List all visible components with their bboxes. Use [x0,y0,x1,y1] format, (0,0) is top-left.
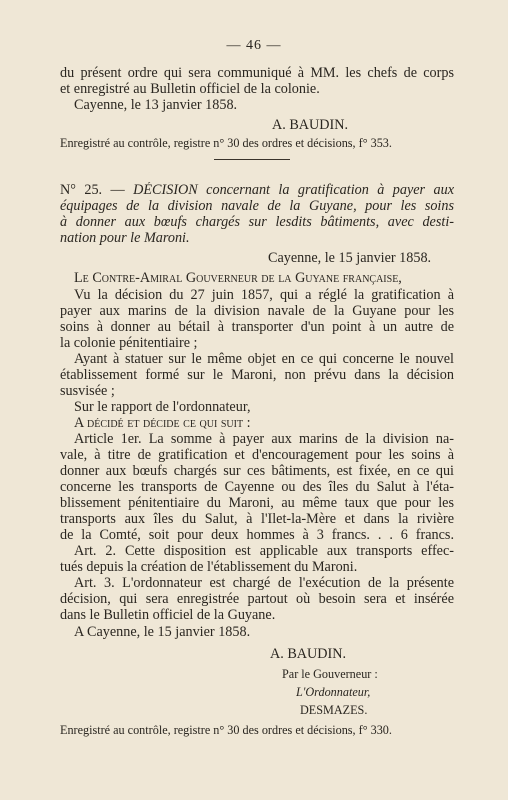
body-line: susvisée ; [60,383,115,399]
body-line: la colonie pénitentiaire ; [60,335,198,351]
body-line: Sur le rapport de l'ordonnateur, [74,399,251,415]
decision-number: N° 25. — [60,182,134,198]
body-line: dans le Bulletin officiel de la Guyane. [60,607,276,623]
place-date: A Cayenne, le 15 janvier 1858. [74,624,251,640]
issuer: Le Contre-Amiral Gouverneur de la Guyane française, [74,270,402,286]
place-date: Cayenne, le 13 janvier 1858. [74,97,238,113]
decision-title-line: nation pour le Maroni. [60,230,190,246]
body-line: concerne les transports de Cayenne ou des îles du Salut à l'éta- [60,479,454,495]
par-le-gouverneur: Par le Gouverneur : [282,667,378,681]
body-line: de la Comté, soit pour deux hommes à 3 francs. . . 6 francs. [60,527,454,543]
page-number: — 46 — [226,38,282,53]
article-3-line: Art. 3. L'ordonnateur est chargé de l'exécution de la présente [74,575,454,591]
body-line: Ayant à statuer sur le même objet en ce qui concerne le nouvel [74,351,454,367]
signature: A. BAUDIN. [272,117,349,133]
body-line: donner aux bœufs chargés sur ces bâtiments, est fixée, en ce qui [60,463,454,479]
signature: A. BAUDIN. [270,646,347,662]
body-line: tués depuis la création de l'établissement du Maroni. [60,559,358,575]
text-line: et enregistré au Bulletin officiel de la colonie. [60,81,320,97]
body-line: établissement formé sur le Maroni, non prévu dans la décision [60,367,454,383]
registration-note: Enregistré au contrôle, registre n° 30 des ordres et décisions, f° 353. [60,136,392,150]
decision-heading [60,182,454,198]
article-2-line: Art. 2. Cette disposition est applicable aux transports effec- [74,543,454,559]
decision-title-line: à donner aux bœufs chargés sur lesdits bâtiments, avec desti- [60,214,454,230]
body-line: décision, qui sera enregistrée partout où besoin sera et insérée [60,591,454,607]
body-line: A décidé et décide ce qui suit : [74,415,251,431]
body-line: Vu la décision du 27 juin 1857, qui a réglé la gratification à [74,287,454,303]
ordonnateur-name: DESMAZES. [300,703,368,717]
body-line: vale, à titre de gratification et d'encouragement pour les soins à [60,447,454,463]
separator-rule [214,159,290,160]
decision-title-line: équipages de la division navale de la Guyane, pour les soins [60,198,454,214]
dateline: Cayenne, le 15 janvier 1858. [268,250,432,266]
body-line: transports aux îles du Salut, à l'Ilet-la-Mère et dans la rivière [60,511,454,527]
decision-title: DÉCISION concernant la gratification à payer aux [133,182,454,198]
ordonnateur-label: L'Ordonnateur, [296,685,371,699]
registration-note: Enregistré au contrôle, registre n° 30 des ordres et décisions, f° 330. [60,723,392,737]
text-line: du présent ordre qui sera communiqué à MM. les chefs de corps [60,65,454,81]
article-1-line: Article 1er. La somme à payer aux marins de la division na- [74,431,454,447]
body-line: blissement pénitentiaire du Maroni, au même taux que pour les [60,495,454,511]
body-line: payer aux marins de la division navale de la Guyane pour les [60,303,454,319]
body-line: soins à donner au bétail à transporter d'un point à un autre de [60,319,454,335]
